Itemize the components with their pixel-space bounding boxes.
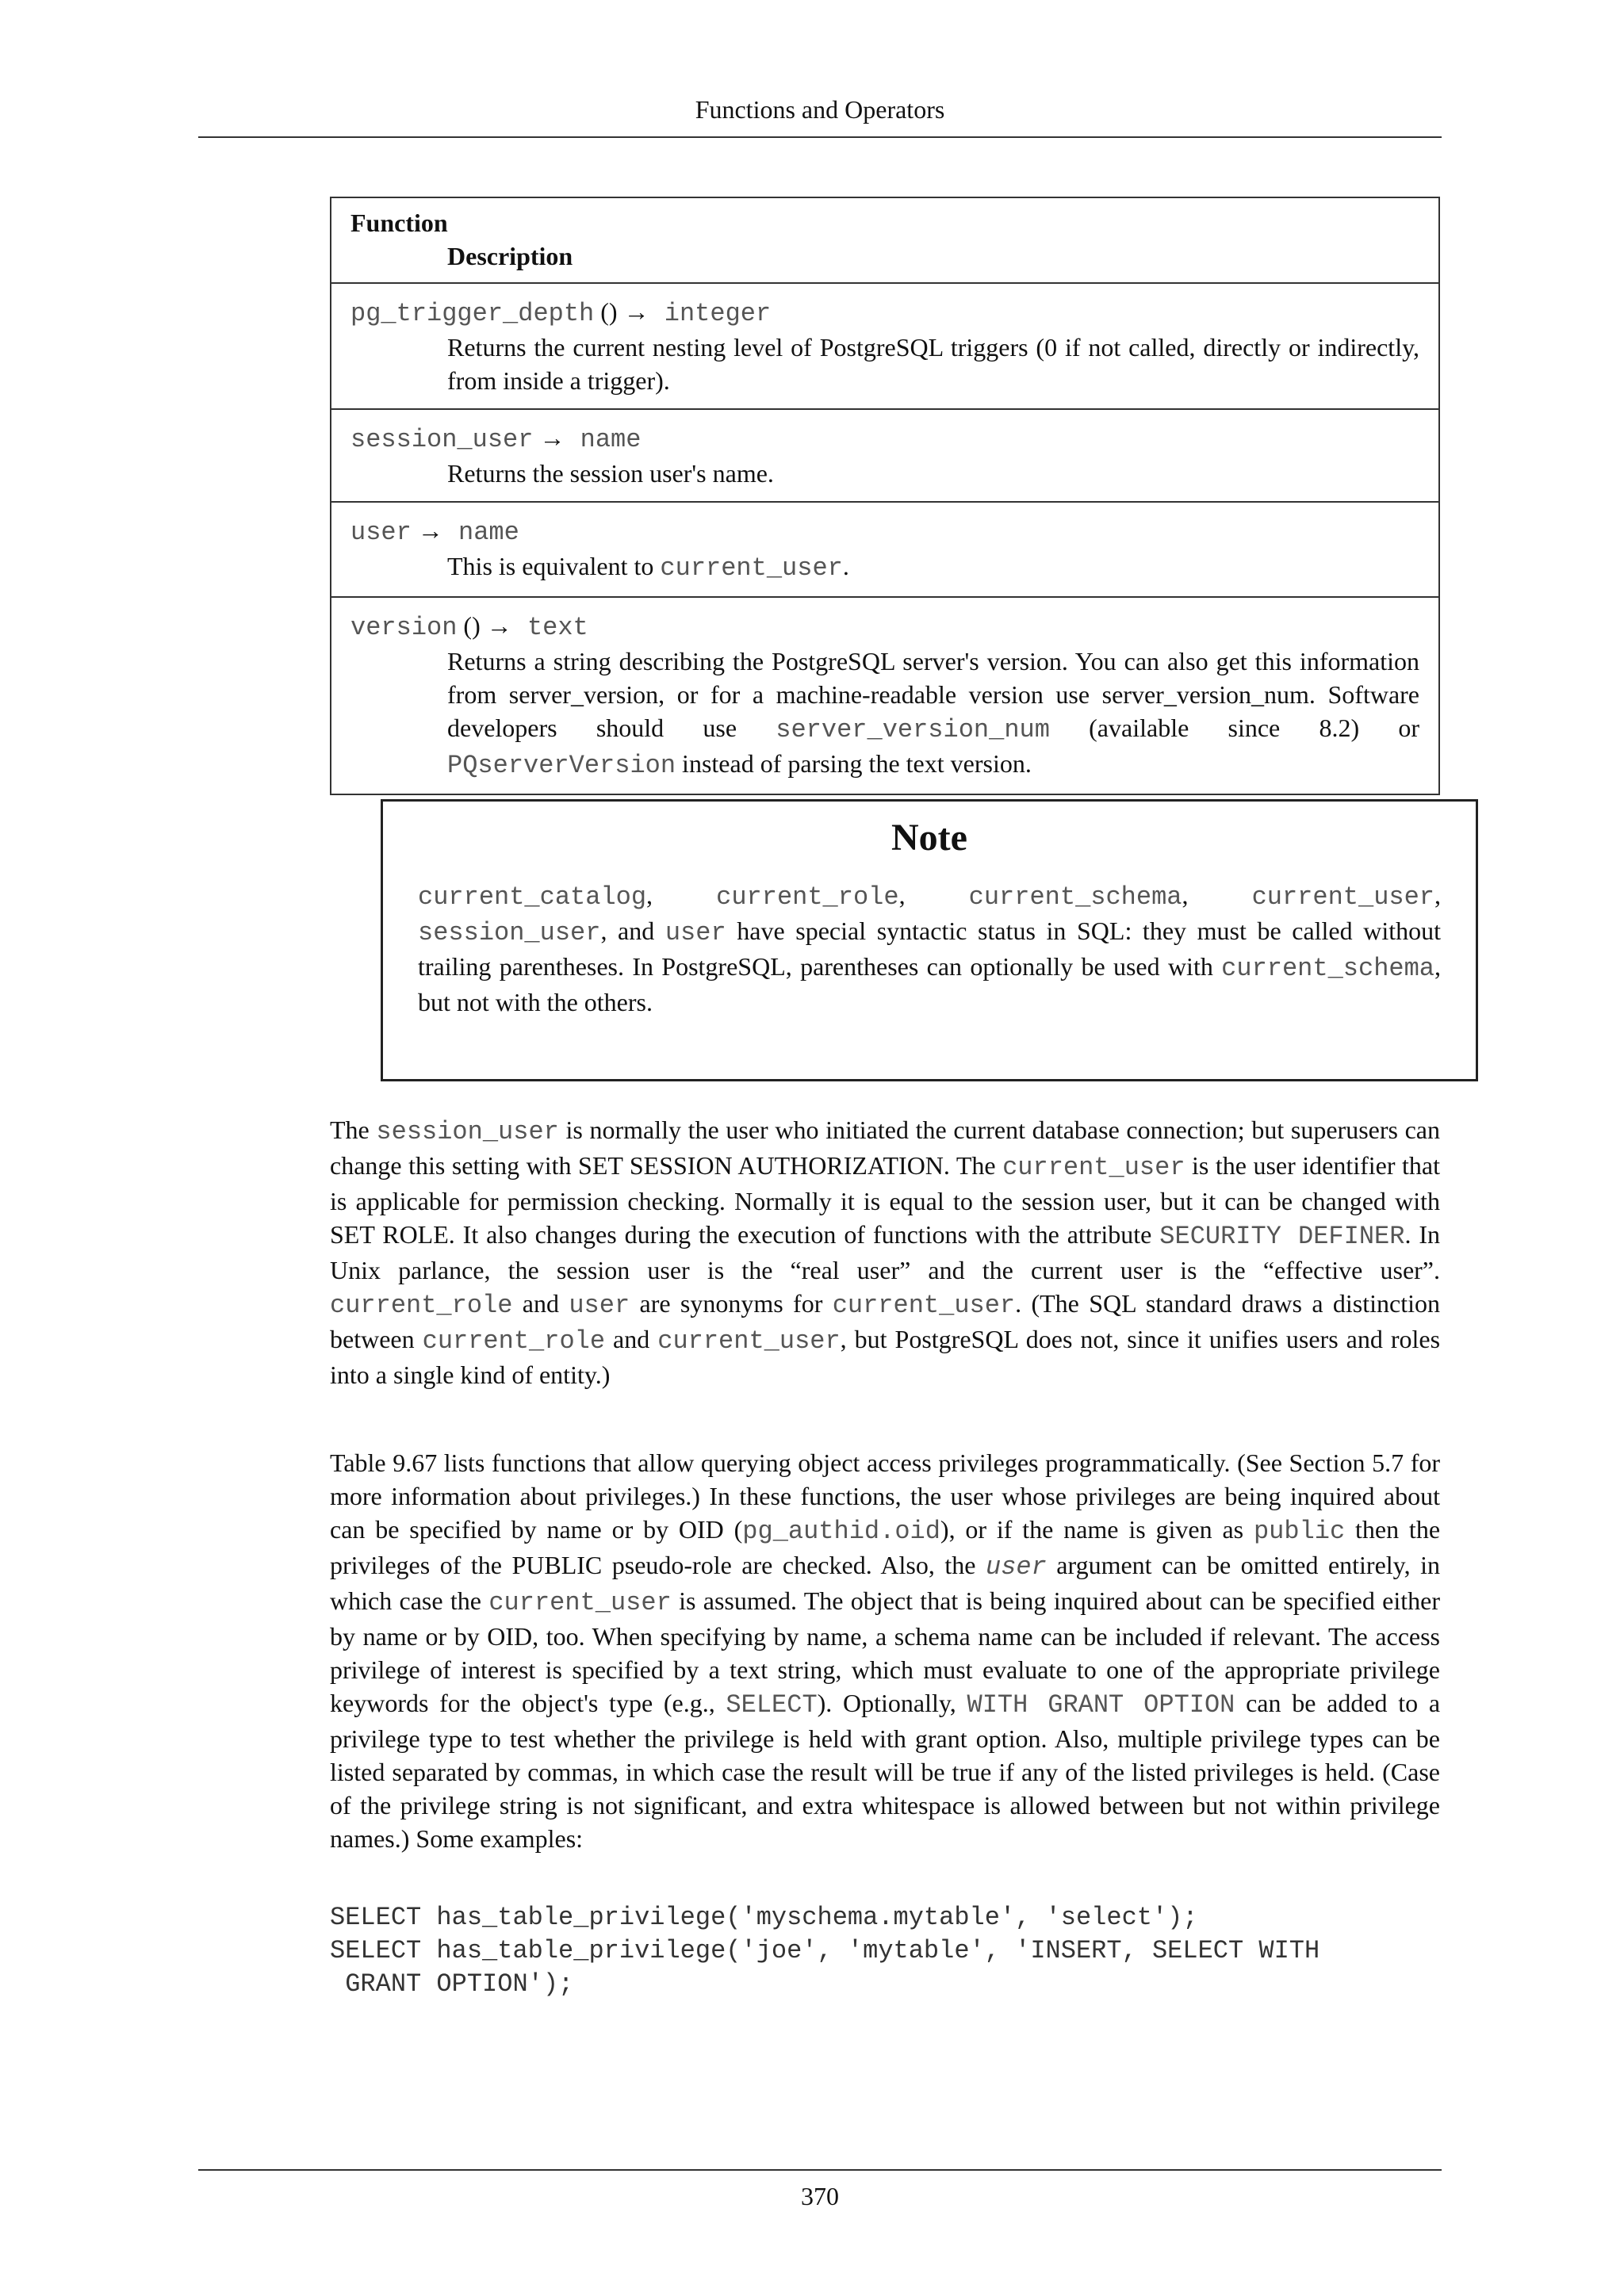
function-description: This is equivalent to current_user. <box>447 552 849 583</box>
arrow-icon: → <box>417 516 443 545</box>
column-header-description: Description <box>447 242 573 270</box>
header-rule <box>198 136 1442 138</box>
table-row <box>331 283 1439 409</box>
function-description: Returns the session user's name. <box>447 459 774 488</box>
paragraph-privileges: Table 9.67 lists functions that allow querying object access privileges programmatically. (See Section 5.7 for more information about privileges.) In these functions, the user whose privileges are being inquired about can be specified by name or by OID (pg_authid.oid), or if the name is given as public then the privileges of the PUBLIC pseudo-role are checked. Also, the user argument can be omitted entirely, in which case the current_user is assumed. The object that is being inquired about can be specified either by name or by OID, too. When specifying by name, a schema name can be included if relevant. The access privilege of interest is specified by a text string, which must evaluate to one of the appropriate privilege keywords for the object's type (e.g., SELECT). Optionally, WITH GRANT OPTION can be added to a privilege type to test whether the privilege is held with grant option. Also, multiple privilege types can be listed separated by commas, in which case the result will be true if any of the listed privileges is held. (Case of the privilege string is not significant, and extra whitespace is allowed between but not within privilege names.) Some examples: <box>330 1448 1441 1853</box>
function-table <box>330 197 1440 795</box>
function-name: session_user <box>350 425 534 454</box>
table-row <box>331 597 1439 794</box>
note-box <box>381 799 1478 1081</box>
table-header-row <box>331 197 1439 283</box>
paragraph-session-user: The session_user is normally the user who initiated the current database connection; but superusers can change this setting with SET SESSION AUTHORIZATION. The current_user is the user identifier that is applicable for permission checking. Normally it is equal to the session user, but it can be changed with SET ROLE. It also changes during the execution of functions with the attribute SECURITY DEFINER. In Unix parlance, the session user is the “real user” and the current user is the “effective user”. current_role and user are synonyms for current_user. (The SQL standard draws a distinction between current_role and current_user, but PostgreSQL does not, since it unifies users and roles into a single kind of entity.) <box>330 1115 1441 1389</box>
arrow-icon: → <box>539 423 565 452</box>
arrow-icon: → <box>486 611 512 640</box>
footer-rule <box>198 2169 1442 2171</box>
function-signature <box>350 421 1419 457</box>
return-type: name <box>442 518 519 547</box>
code-example: SELECT has_table_privilege('myschema.mytable', 'select'); SELECT has_table_privilege('joe', 'mytable', 'INSERT, SELECT WITH GRANT OPTION'); <box>330 1903 1320 1999</box>
page-number: 370 <box>801 2182 839 2210</box>
return-type: name <box>565 425 642 454</box>
function-signature: version () → text <box>350 611 588 642</box>
note-text: current_catalog, current_role, current_schema, current_user, session_user, and user have special syntactic status in SQL: they must be called without trailing parentheses. In PostgreSQL, parentheses can optionally be used with current_schema, but not with the others. <box>418 881 1442 1016</box>
function-signature: pg_trigger_depth () → integer <box>350 297 772 328</box>
function-description: Returns a string describing the PostgreSQL server's version. You can also get this information from server_version, or for a machine-readable version use server_version_num. Software developers should use server_version_num (available since 8.2) or PQserverVersion instead of parsing the text version. <box>447 647 1419 780</box>
function-description: Returns the current nesting level of PostgreSQL triggers (0 if not called, directly or indirectly, from inside a trigger). <box>447 333 1419 395</box>
function-name: version <box>350 613 458 642</box>
note-title: Note <box>891 817 967 859</box>
table-row <box>331 502 1439 597</box>
arrow-icon: → <box>623 297 649 326</box>
function-signature <box>350 514 1419 549</box>
table-row <box>331 409 1439 502</box>
column-header-function: Function <box>350 209 448 237</box>
function-name: pg_trigger_depth <box>350 299 595 328</box>
return-type: text <box>511 613 588 642</box>
return-type: integer <box>649 299 772 328</box>
running-header: Functions and Operators <box>695 95 945 124</box>
function-name: user <box>350 518 412 547</box>
